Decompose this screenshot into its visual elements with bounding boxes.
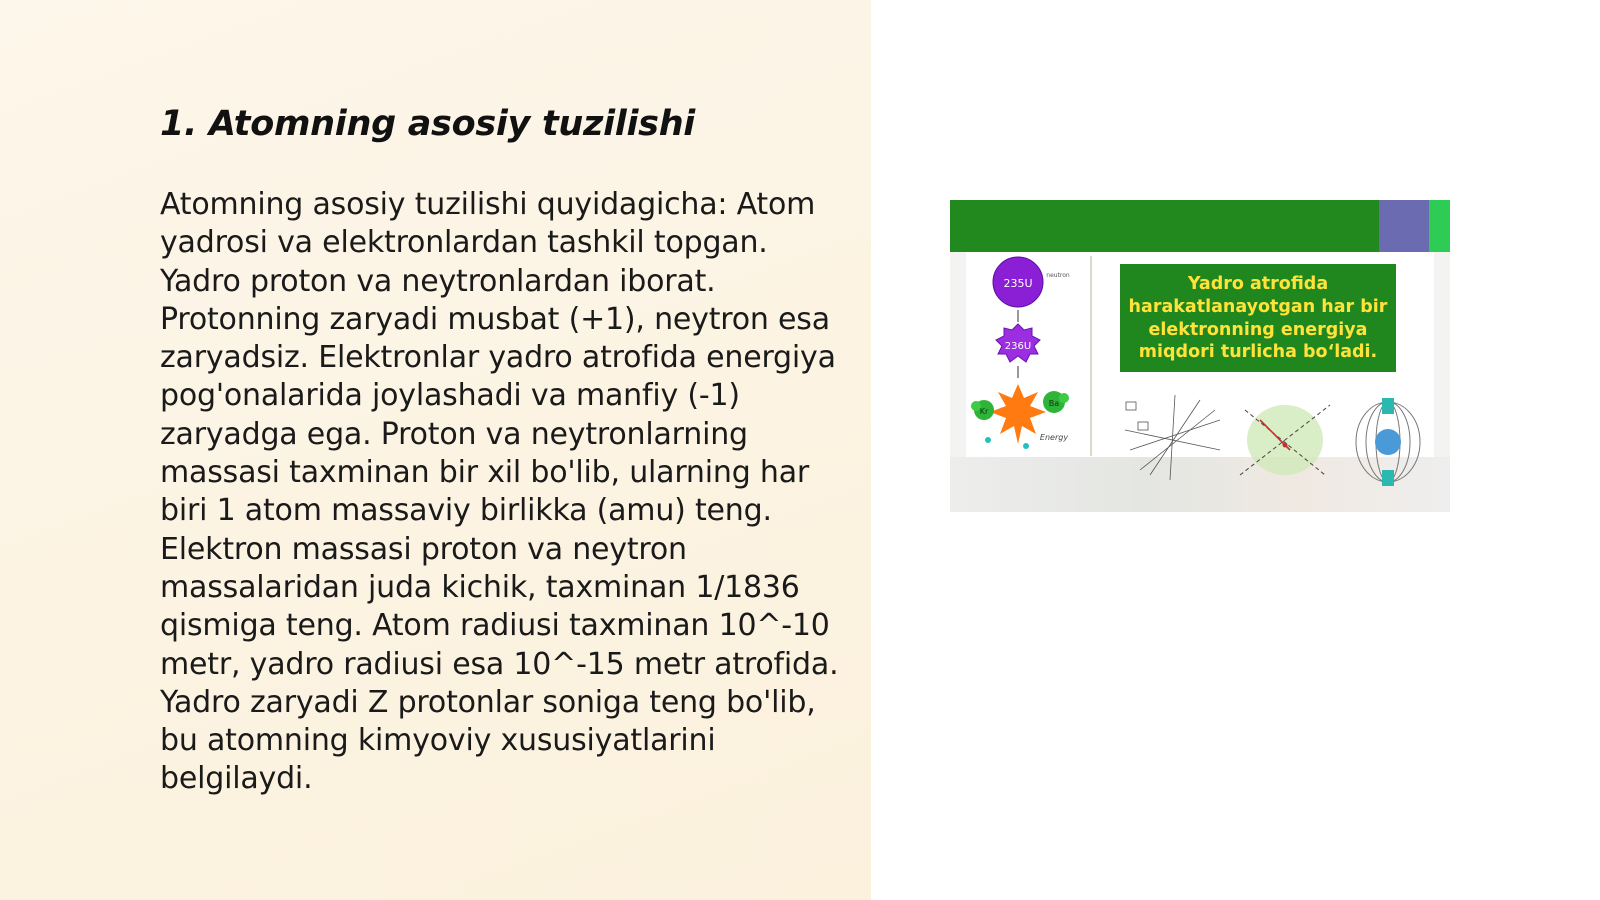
image-divider [1090, 256, 1092, 456]
energy-burst [990, 384, 1046, 444]
barium-label: Ba [1048, 399, 1060, 408]
uranium-236-label: 236U [1004, 341, 1032, 352]
energy-caption-box [1120, 264, 1396, 372]
image-banner-purple-block [1379, 200, 1429, 252]
caption-line: harakatlanayotgan har bir [1128, 296, 1388, 317]
magnetic-field-diagram [1356, 398, 1420, 486]
neutron-label: neutron [1046, 272, 1070, 279]
slide-title: 1. Atomning asosiy tuzilishi [160, 104, 696, 144]
image-banner-lime-block [1429, 200, 1450, 252]
caption-line: miqdori turlicha bo‘ladi. [1138, 342, 1378, 363]
electric-field-diagram [1240, 405, 1330, 475]
caption-line: Yadro atrofida [1187, 274, 1329, 294]
fission-diagram [958, 252, 1078, 457]
energy-label: Energy [1039, 433, 1069, 442]
atom-structure-image [950, 200, 1450, 512]
krypton-label: Kr [979, 407, 989, 416]
image-green-banner [950, 200, 1450, 252]
slide-body-text: Atomning asosiy tuzilishi quyidagicha: Atom yadrosi va elektronlardan tashkil topgan. Yadro proton va neytronlardan iborat. Protonning zaryadi musbat (+1), neytron esa zaryadsiz. Elektronlar yadro atrofida energiya pog'onalarida joylashadi va manfiy (-1) zaryadga ega. Proton va neytronlarning massasi taxminan bir xil bo'lib, ularning har biri 1 atom massaviy birlikka (amu) teng. Elektron massasi proton va neytron massalaridan juda kichik, taxminan 1/1836 qismiga teng. Atom radiusi taxminan 10^-10 metr, yadro radiusi esa 10^-15 metr atrofida. Yadro zaryadi Z protonlar soniga teng bo'lib, bu atomning kimyoviy xususiyatlarini belgilaydi. [160, 187, 839, 797]
vector-field-diagram [1125, 395, 1220, 480]
uranium-235-label: 235U [1003, 277, 1033, 290]
field-diagrams [1120, 390, 1440, 490]
caption-line: elektronning energiya [1148, 319, 1368, 340]
